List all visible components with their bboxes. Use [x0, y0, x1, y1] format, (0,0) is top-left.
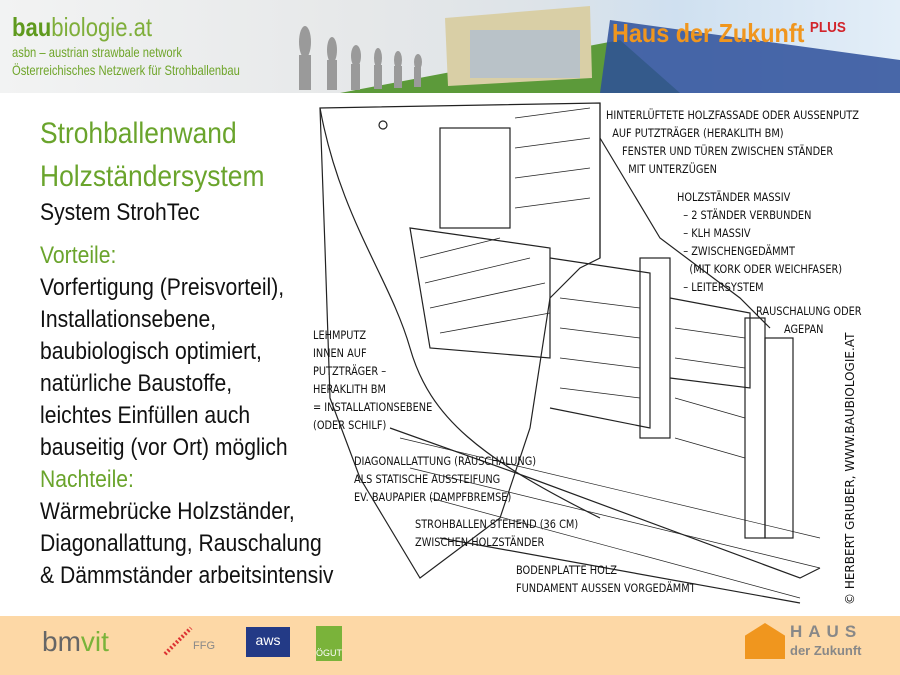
slide-title-1: Strohballenwand — [40, 117, 237, 150]
aws-logo: aws — [246, 627, 290, 657]
program-title: Haus der Zukunft $^{PLUS}$ — [612, 18, 846, 48]
haus-der-zukunft-logo-mark — [745, 623, 785, 659]
ffg-logo: FFG — [163, 626, 213, 656]
label-studs: HOLZSTÄNDER MASSIV – 2 STÄNDER VERBUNDEN – KLH MASSIV – ZWISCHENGEDÄMMT (MIT KORK ODER WEICHFASER) – LEITERSYSTEM — [677, 190, 843, 294]
label-clay-plaster: LEHMPUTZ INNEN AUF PUTZTRÄGER – HERAKLITH BM = INSTALLATIONSEBENE (ODER SCHILF) — [313, 328, 433, 432]
cons-item: & Dämmständer arbeitsintensiv — [40, 562, 334, 589]
footer-bar — [0, 616, 900, 675]
hdz-logo-line1: HAUS — [790, 622, 863, 641]
header-subtitle-2: Österreichisches Netzwerk für Strohballenbau — [12, 62, 240, 78]
slide-subtitle: System StrohTec — [40, 199, 200, 226]
bmvit-logo: bmvit — [42, 626, 109, 657]
pros-item: bauseitig (vor Ort) möglich — [40, 434, 288, 461]
pros-item: leichtes Einfüllen auch — [40, 402, 251, 429]
pros-item: natürliche Baustoffe, — [40, 370, 233, 397]
label-diagonal-battens: DIAGONALLATTUNG (RAUSCHALUNG) ALS STATISCHE AUSSTEIFUNG EV. BAUPAPIER (DAMPFBREMSE) — [354, 454, 537, 504]
hdz-logo-line2: der Zukunft — [790, 643, 862, 658]
copyright-note: © HERBERT GRUBER, WWW.BAUBIOLOGIE.AT — [843, 332, 857, 605]
label-floor-slab: BODENPLATTE HOLZ FUNDAMENT AUSSEN VORGEDÄMMT — [516, 563, 696, 595]
pros-item: Vorfertigung (Preisvorteil), — [40, 274, 285, 301]
pros-item: Installationsebene, — [40, 306, 217, 333]
label-facade: HINTERLÜFTETE HOLZFASSADE ODER AUSSENPUTZ AUF PUTZTRÄGER (HERAKLITH BM) — [606, 108, 859, 140]
slide-title-2: Holzständersystem — [40, 160, 265, 193]
baubiologie-logo: baubiologie.at — [12, 12, 153, 42]
slide-text — [40, 112, 334, 592]
label-windows: FENSTER UND TÜREN ZWISCHEN STÄNDER MIT UNTERZÜGEN — [622, 144, 834, 176]
oegut-logo: ÖGUT — [316, 626, 342, 661]
header-subtitle-1: asbn – austrian strawbale network — [12, 44, 182, 60]
label-straw-bales: STROHBALLEN STEHEND (36 CM) ZWISCHEN HOLZSTÄNDER — [415, 517, 579, 549]
cons-heading: Nachteile: — [40, 466, 134, 493]
cons-item: Wärmebrücke Holzständer, — [40, 498, 295, 525]
cons-item: Diagonallattung, Rauschalung — [40, 530, 322, 557]
pros-item: baubiologisch optimiert, — [40, 338, 262, 365]
label-boarding: RAUSCHALUNG ODER AGEPAN — [756, 304, 862, 336]
pros-heading: Vorteile: — [40, 242, 117, 269]
header-banner — [0, 0, 900, 93]
